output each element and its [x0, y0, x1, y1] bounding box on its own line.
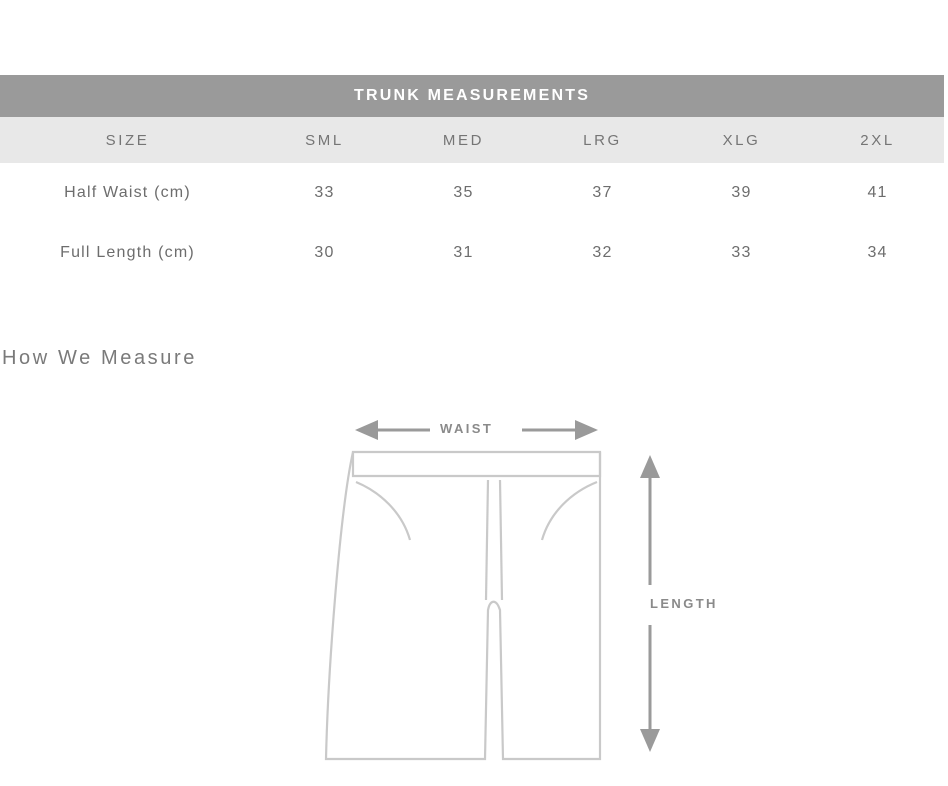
cell-half-waist-med: 35	[394, 163, 533, 223]
column-header-xlg: XLG	[672, 117, 811, 163]
cell-full-length-med: 31	[394, 223, 533, 283]
cell-full-length-sml: 30	[255, 223, 394, 283]
table-title: TRUNK MEASUREMENTS	[0, 75, 944, 117]
column-header-sml: SML	[255, 117, 394, 163]
row-label-full-length: Full Length (cm)	[0, 223, 255, 283]
cell-full-length-2xl: 34	[811, 223, 944, 283]
cell-half-waist-lrg: 37	[533, 163, 672, 223]
cell-full-length-xlg: 33	[672, 223, 811, 283]
size-chart-table	[0, 75, 944, 283]
cell-half-waist-sml: 33	[255, 163, 394, 223]
trunk-diagram-svg	[300, 400, 800, 781]
row-label-half-waist: Half Waist (cm)	[0, 163, 255, 223]
table-title-row	[0, 75, 944, 117]
measurement-diagram	[300, 400, 800, 781]
column-header-size: SIZE	[0, 117, 255, 163]
cell-half-waist-2xl: 41	[811, 163, 944, 223]
cell-half-waist-xlg: 39	[672, 163, 811, 223]
column-header-2xl: 2XL	[811, 117, 944, 163]
table-row	[0, 223, 944, 283]
waist-label: WAIST	[440, 421, 494, 436]
shorts-outline-icon	[326, 452, 600, 759]
length-label: LENGTH	[650, 596, 718, 611]
cell-full-length-lrg: 32	[533, 223, 672, 283]
table-row	[0, 163, 944, 223]
column-header-lrg: LRG	[533, 117, 672, 163]
table-header-row	[0, 117, 944, 163]
column-header-med: MED	[394, 117, 533, 163]
how-we-measure-heading: How We Measure	[2, 347, 197, 369]
